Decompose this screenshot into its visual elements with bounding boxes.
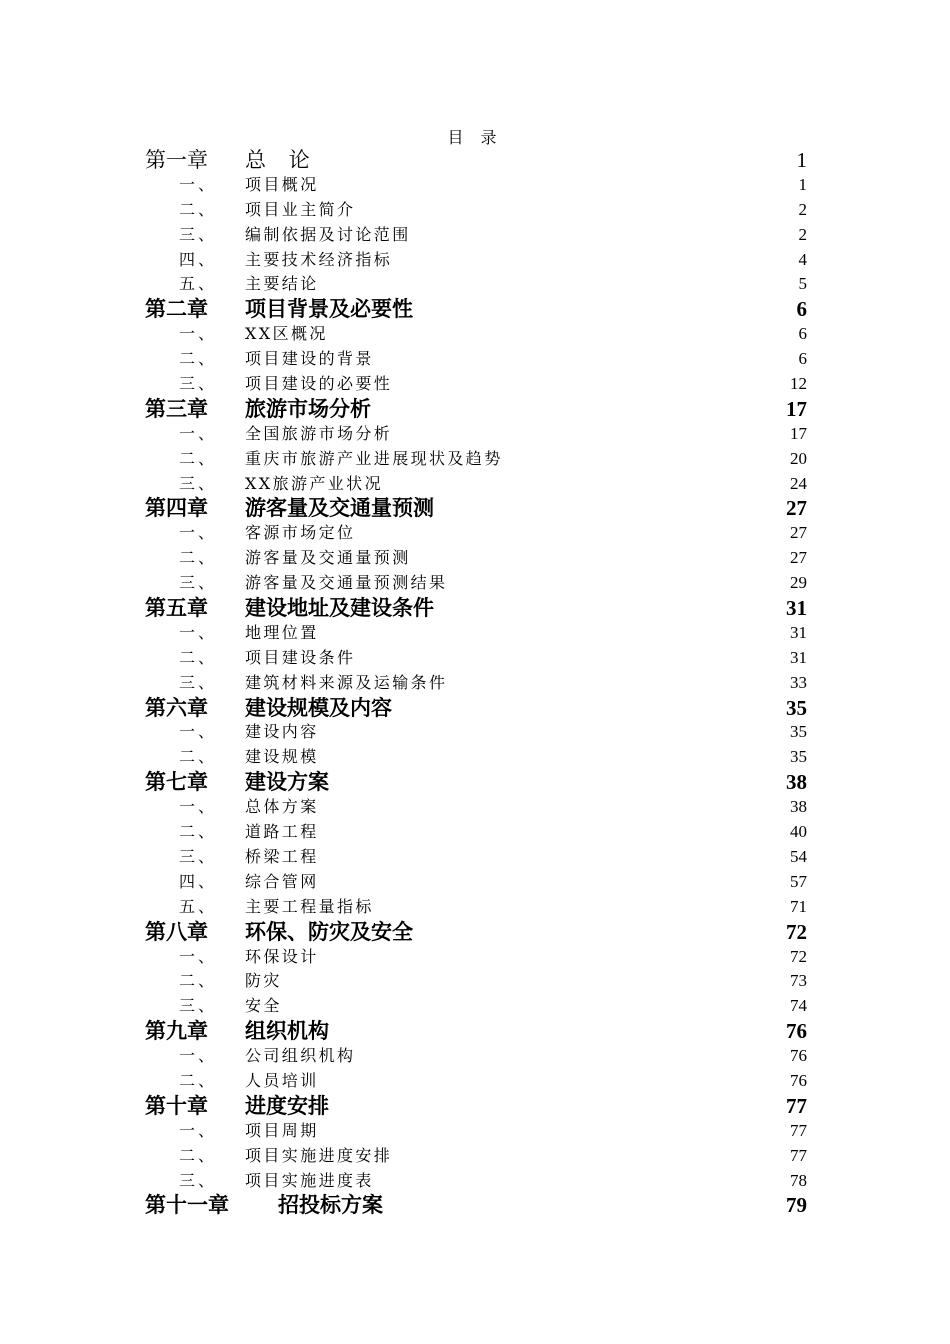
toc-chapter-row[interactable] [145, 297, 807, 322]
section-number: 一、 [179, 324, 218, 344]
chapter-title: 建设地址及建设条件 [245, 595, 434, 621]
section-page-number: 31 [790, 622, 807, 642]
section-title: 主要结论 [245, 274, 319, 294]
section-number: 三、 [179, 996, 218, 1016]
section-page-number: 38 [790, 797, 807, 817]
toc-section-row[interactable] [145, 621, 807, 646]
section-title: 综合管网 [245, 871, 319, 891]
section-page-number: 40 [790, 822, 807, 842]
toc-section-row[interactable] [145, 1119, 807, 1144]
section-title: 建设内容 [245, 722, 319, 742]
section-title: XX区概况 [245, 324, 328, 344]
toc-section-row[interactable] [145, 969, 807, 994]
section-title: 地理位置 [245, 622, 319, 642]
chapter-page-number: 38 [786, 770, 807, 795]
section-number: 三、 [179, 846, 218, 866]
section-number: 三、 [179, 672, 218, 692]
section-title: 项目业主简介 [245, 199, 356, 219]
toc-section-row[interactable] [145, 795, 807, 820]
toc-chapter-row[interactable] [145, 596, 807, 621]
toc-section-row[interactable] [145, 895, 807, 920]
section-number: 二、 [179, 747, 218, 767]
section-title: 主要工程量指标 [245, 896, 374, 916]
section-title: 桥梁工程 [245, 846, 319, 866]
toc-section-row[interactable] [145, 994, 807, 1019]
chapter-number: 第七章 [145, 769, 208, 795]
toc-section-row[interactable] [145, 1169, 807, 1194]
section-page-number: 77 [790, 1145, 807, 1165]
chapter-page-number: 79 [786, 1193, 807, 1218]
section-number: 三、 [179, 224, 218, 244]
section-number: 二、 [179, 647, 218, 667]
chapter-title: 总 论 [245, 148, 318, 172]
chapter-title: 建设方案 [245, 769, 329, 795]
section-page-number: 35 [790, 722, 807, 742]
toc-section-row[interactable] [145, 546, 807, 571]
toc-section-row[interactable] [145, 173, 807, 198]
section-title: 项目概况 [245, 174, 319, 194]
chapter-page-number: 6 [796, 297, 807, 322]
toc-chapter-row[interactable] [145, 1094, 807, 1119]
toc-section-row[interactable] [145, 272, 807, 297]
section-number: 一、 [179, 797, 218, 817]
section-number: 一、 [179, 523, 218, 543]
section-page-number: 57 [790, 871, 807, 891]
section-page-number: 76 [790, 1046, 807, 1066]
toc-section-row[interactable] [145, 347, 807, 372]
section-page-number: 71 [790, 896, 807, 916]
section-title: 项目建设的必要性 [245, 374, 393, 394]
chapter-page-number: 31 [786, 596, 807, 621]
section-number: 二、 [179, 1070, 218, 1090]
chapter-page-number: 27 [786, 496, 807, 521]
toc-section-row[interactable] [145, 472, 807, 497]
chapter-page-number: 1 [796, 148, 807, 172]
section-page-number: 31 [790, 647, 807, 667]
toc-section-row[interactable] [145, 521, 807, 546]
section-page-number: 27 [790, 523, 807, 543]
chapter-number: 第十一章 [145, 1192, 229, 1218]
section-title: 人员培训 [245, 1070, 319, 1090]
section-page-number: 20 [790, 448, 807, 468]
section-page-number: 72 [790, 946, 807, 966]
toc-chapter-row[interactable] [145, 397, 807, 422]
section-page-number: 1 [798, 174, 807, 194]
chapter-title: 招投标方案 [278, 1192, 383, 1218]
toc-section-row[interactable] [145, 870, 807, 895]
toc-chapter-row[interactable] [145, 920, 807, 945]
section-number: 二、 [179, 822, 218, 842]
section-title: 项目周期 [245, 1120, 319, 1140]
section-title: 道路工程 [245, 822, 319, 842]
section-title: 公司组织机构 [245, 1046, 356, 1066]
section-number: 五、 [179, 896, 218, 916]
section-title: 环保设计 [245, 946, 319, 966]
section-title: 总体方案 [245, 797, 319, 817]
toc-chapter-row[interactable] [145, 496, 807, 521]
section-number: 三、 [179, 1170, 218, 1190]
chapter-page-number: 77 [786, 1093, 807, 1118]
section-page-number: 54 [790, 846, 807, 866]
section-page-number: 76 [790, 1070, 807, 1090]
section-page-number: 27 [790, 548, 807, 568]
toc-section-row[interactable] [145, 1069, 807, 1094]
section-page-number: 2 [798, 199, 807, 219]
section-title: 全国旅游市场分析 [245, 423, 393, 443]
chapter-number: 第八章 [145, 918, 208, 944]
chapter-number: 第五章 [145, 595, 208, 621]
toc-section-row[interactable] [145, 1044, 807, 1069]
section-number: 一、 [179, 174, 218, 194]
section-title: 游客量及交通量预测 [245, 548, 411, 568]
chapter-number: 第九章 [145, 1018, 208, 1044]
section-page-number: 74 [790, 996, 807, 1016]
section-number: 二、 [179, 548, 218, 568]
section-page-number: 33 [790, 672, 807, 692]
section-page-number: 73 [790, 971, 807, 991]
chapter-title: 组织机构 [245, 1018, 329, 1044]
section-number: 二、 [179, 448, 218, 468]
chapter-title: 游客量及交通量预测 [245, 495, 434, 521]
toc-section-row[interactable] [145, 646, 807, 671]
toc-section-row[interactable] [145, 820, 807, 845]
section-number: 三、 [179, 374, 218, 394]
toc-section-row[interactable] [145, 322, 807, 347]
section-page-number: 5 [798, 274, 807, 294]
section-title: 项目建设条件 [245, 647, 356, 667]
section-title: 项目实施进度安排 [245, 1145, 393, 1165]
section-title: 项目建设的背景 [245, 349, 374, 369]
toc-chapter-row[interactable] [145, 1193, 807, 1218]
section-number: 三、 [179, 573, 218, 593]
section-number: 一、 [179, 1046, 218, 1066]
chapter-title: 环保、防灾及安全 [245, 918, 413, 944]
section-title: 客源市场定位 [245, 523, 356, 543]
chapter-page-number: 72 [786, 919, 807, 944]
chapter-number: 第六章 [145, 694, 208, 720]
chapter-title: 旅游市场分析 [245, 395, 371, 421]
section-title: 重庆市旅游产业进展现状及趋势 [245, 448, 503, 468]
toc-section-row[interactable] [145, 945, 807, 970]
chapter-number: 第十章 [145, 1092, 208, 1118]
section-title: 建设规模 [245, 747, 319, 767]
chapter-number: 第一章 [145, 148, 208, 172]
table-of-contents [145, 148, 807, 1218]
toc-section-row[interactable] [145, 571, 807, 596]
section-page-number: 78 [790, 1170, 807, 1190]
toc-section-row[interactable] [145, 372, 807, 397]
chapter-number: 第二章 [145, 296, 208, 322]
section-page-number: 4 [798, 249, 807, 269]
section-page-number: 17 [790, 423, 807, 443]
section-number: 二、 [179, 971, 218, 991]
section-number: 二、 [179, 199, 218, 219]
toc-section-row[interactable] [145, 745, 807, 770]
section-number: 一、 [179, 946, 218, 966]
toc-section-row[interactable] [145, 198, 807, 223]
section-number: 一、 [179, 423, 218, 443]
section-page-number: 24 [790, 473, 807, 493]
toc-section-row[interactable] [145, 1144, 807, 1169]
toc-chapter-row[interactable] [145, 148, 807, 173]
section-number: 二、 [179, 1145, 218, 1165]
section-page-number: 2 [798, 224, 807, 244]
chapter-page-number: 35 [786, 695, 807, 720]
section-page-number: 29 [790, 573, 807, 593]
chapter-title: 进度安排 [245, 1092, 329, 1118]
section-title: 防灾 [245, 971, 282, 991]
toc-section-row[interactable] [145, 671, 807, 696]
section-title: 主要技术经济指标 [245, 249, 393, 269]
section-number: 三、 [179, 473, 218, 493]
section-number: 一、 [179, 722, 218, 742]
chapter-page-number: 17 [786, 396, 807, 421]
section-title: 项目实施进度表 [245, 1170, 374, 1190]
section-number: 一、 [179, 1120, 218, 1140]
section-title: 编制依据及讨论范围 [245, 224, 411, 244]
toc-section-row[interactable] [145, 720, 807, 745]
section-page-number: 35 [790, 747, 807, 767]
section-page-number: 6 [798, 349, 807, 369]
section-number: 一、 [179, 622, 218, 642]
section-number: 二、 [179, 349, 218, 369]
section-page-number: 77 [790, 1120, 807, 1140]
chapter-title: 项目背景及必要性 [245, 296, 413, 322]
chapter-title: 建设规模及内容 [245, 694, 392, 720]
toc-chapter-row[interactable] [145, 770, 807, 795]
section-page-number: 12 [790, 374, 807, 394]
section-title: XX旅游产业状况 [245, 473, 383, 493]
section-number: 五、 [179, 274, 218, 294]
toc-section-row[interactable] [145, 422, 807, 447]
section-title: 建筑材料来源及运输条件 [245, 672, 448, 692]
section-title: 游客量及交通量预测结果 [245, 573, 448, 593]
toc-section-row[interactable] [145, 845, 807, 870]
section-number: 四、 [179, 871, 218, 891]
toc-chapter-row[interactable] [145, 1019, 807, 1044]
chapter-number: 第三章 [145, 395, 208, 421]
chapter-number: 第四章 [145, 495, 208, 521]
toc-section-row[interactable] [145, 223, 807, 248]
toc-section-row[interactable] [145, 447, 807, 472]
toc-chapter-row[interactable] [145, 696, 807, 721]
section-title: 安全 [245, 996, 282, 1016]
section-number: 四、 [179, 249, 218, 269]
section-page-number: 6 [798, 324, 807, 344]
toc-title: 目 录 [447, 128, 503, 147]
toc-section-row[interactable] [145, 248, 807, 273]
chapter-page-number: 76 [786, 1019, 807, 1044]
